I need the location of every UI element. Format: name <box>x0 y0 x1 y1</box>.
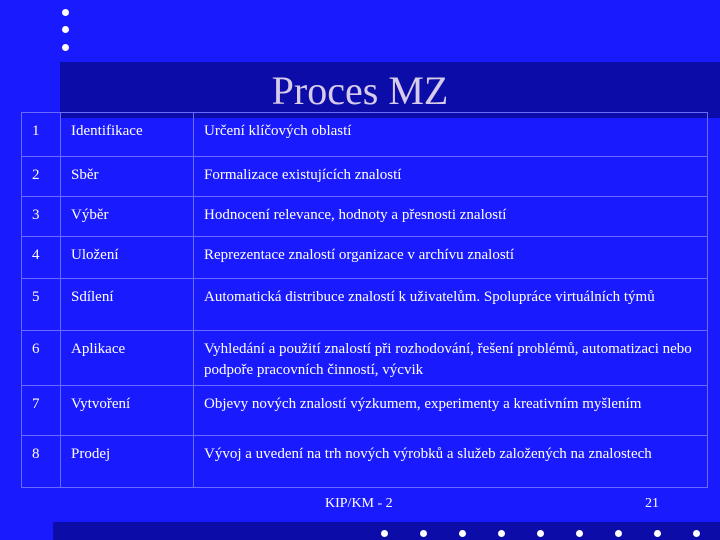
footer-label: KIP/KM - 2 <box>325 496 393 511</box>
step-number: 8 <box>22 436 61 488</box>
decor-dot <box>62 26 69 33</box>
step-name: Prodej <box>61 436 194 488</box>
decor-dot <box>498 530 505 537</box>
step-number: 5 <box>22 279 61 331</box>
step-name: Aplikace <box>61 331 194 386</box>
decor-dot <box>420 530 427 537</box>
table-row <box>22 279 708 331</box>
step-number: 3 <box>22 197 61 237</box>
step-description: Automatická distribuce znalostí k uživatelům. Spolupráce virtuálních týmů <box>194 279 708 331</box>
decor-dot <box>381 530 388 537</box>
table-row <box>22 331 708 386</box>
table-row <box>22 237 708 279</box>
decor-dot <box>576 530 583 537</box>
table-row <box>22 157 708 197</box>
step-number: 4 <box>22 237 61 279</box>
step-number: 7 <box>22 386 61 436</box>
table-row <box>22 386 708 436</box>
step-number: 6 <box>22 331 61 386</box>
step-number: 1 <box>22 113 61 157</box>
process-table <box>21 112 708 488</box>
step-description: Vyhledání a použití znalostí při rozhodování, řešení problémů, automatizaci nebo podpoře pracovních činností, výcvik <box>194 331 708 386</box>
step-description: Určení klíčových oblastí <box>194 113 708 157</box>
decor-dot <box>62 9 69 16</box>
decor-dot <box>62 44 69 51</box>
decor-dot <box>654 530 661 537</box>
step-description: Hodnocení relevance, hodnoty a přesnosti znalostí <box>194 197 708 237</box>
step-description: Reprezentace znalostí organizace v archívu znalostí <box>194 237 708 279</box>
table-row <box>22 113 708 157</box>
step-name: Sdílení <box>61 279 194 331</box>
step-name: Identifikace <box>61 113 194 157</box>
page-number: 21 <box>645 496 659 511</box>
step-description: Objevy nových znalostí výzkumem, experimenty a kreativním myšlením <box>194 386 708 436</box>
step-number: 2 <box>22 157 61 197</box>
decor-dot <box>615 530 622 537</box>
step-description: Vývoj a uvedení na trh nových výrobků a služeb založených na znalostech <box>194 436 708 488</box>
step-name: Uložení <box>61 237 194 279</box>
decor-dot <box>693 530 700 537</box>
step-description: Formalizace existujících znalostí <box>194 157 708 197</box>
table-row <box>22 197 708 237</box>
decor-dot <box>537 530 544 537</box>
decor-dot <box>459 530 466 537</box>
table-row <box>22 436 708 488</box>
step-name: Výběr <box>61 197 194 237</box>
step-name: Sběr <box>61 157 194 197</box>
step-name: Vytvoření <box>61 386 194 436</box>
slide-title: Proces MZ <box>271 68 449 113</box>
